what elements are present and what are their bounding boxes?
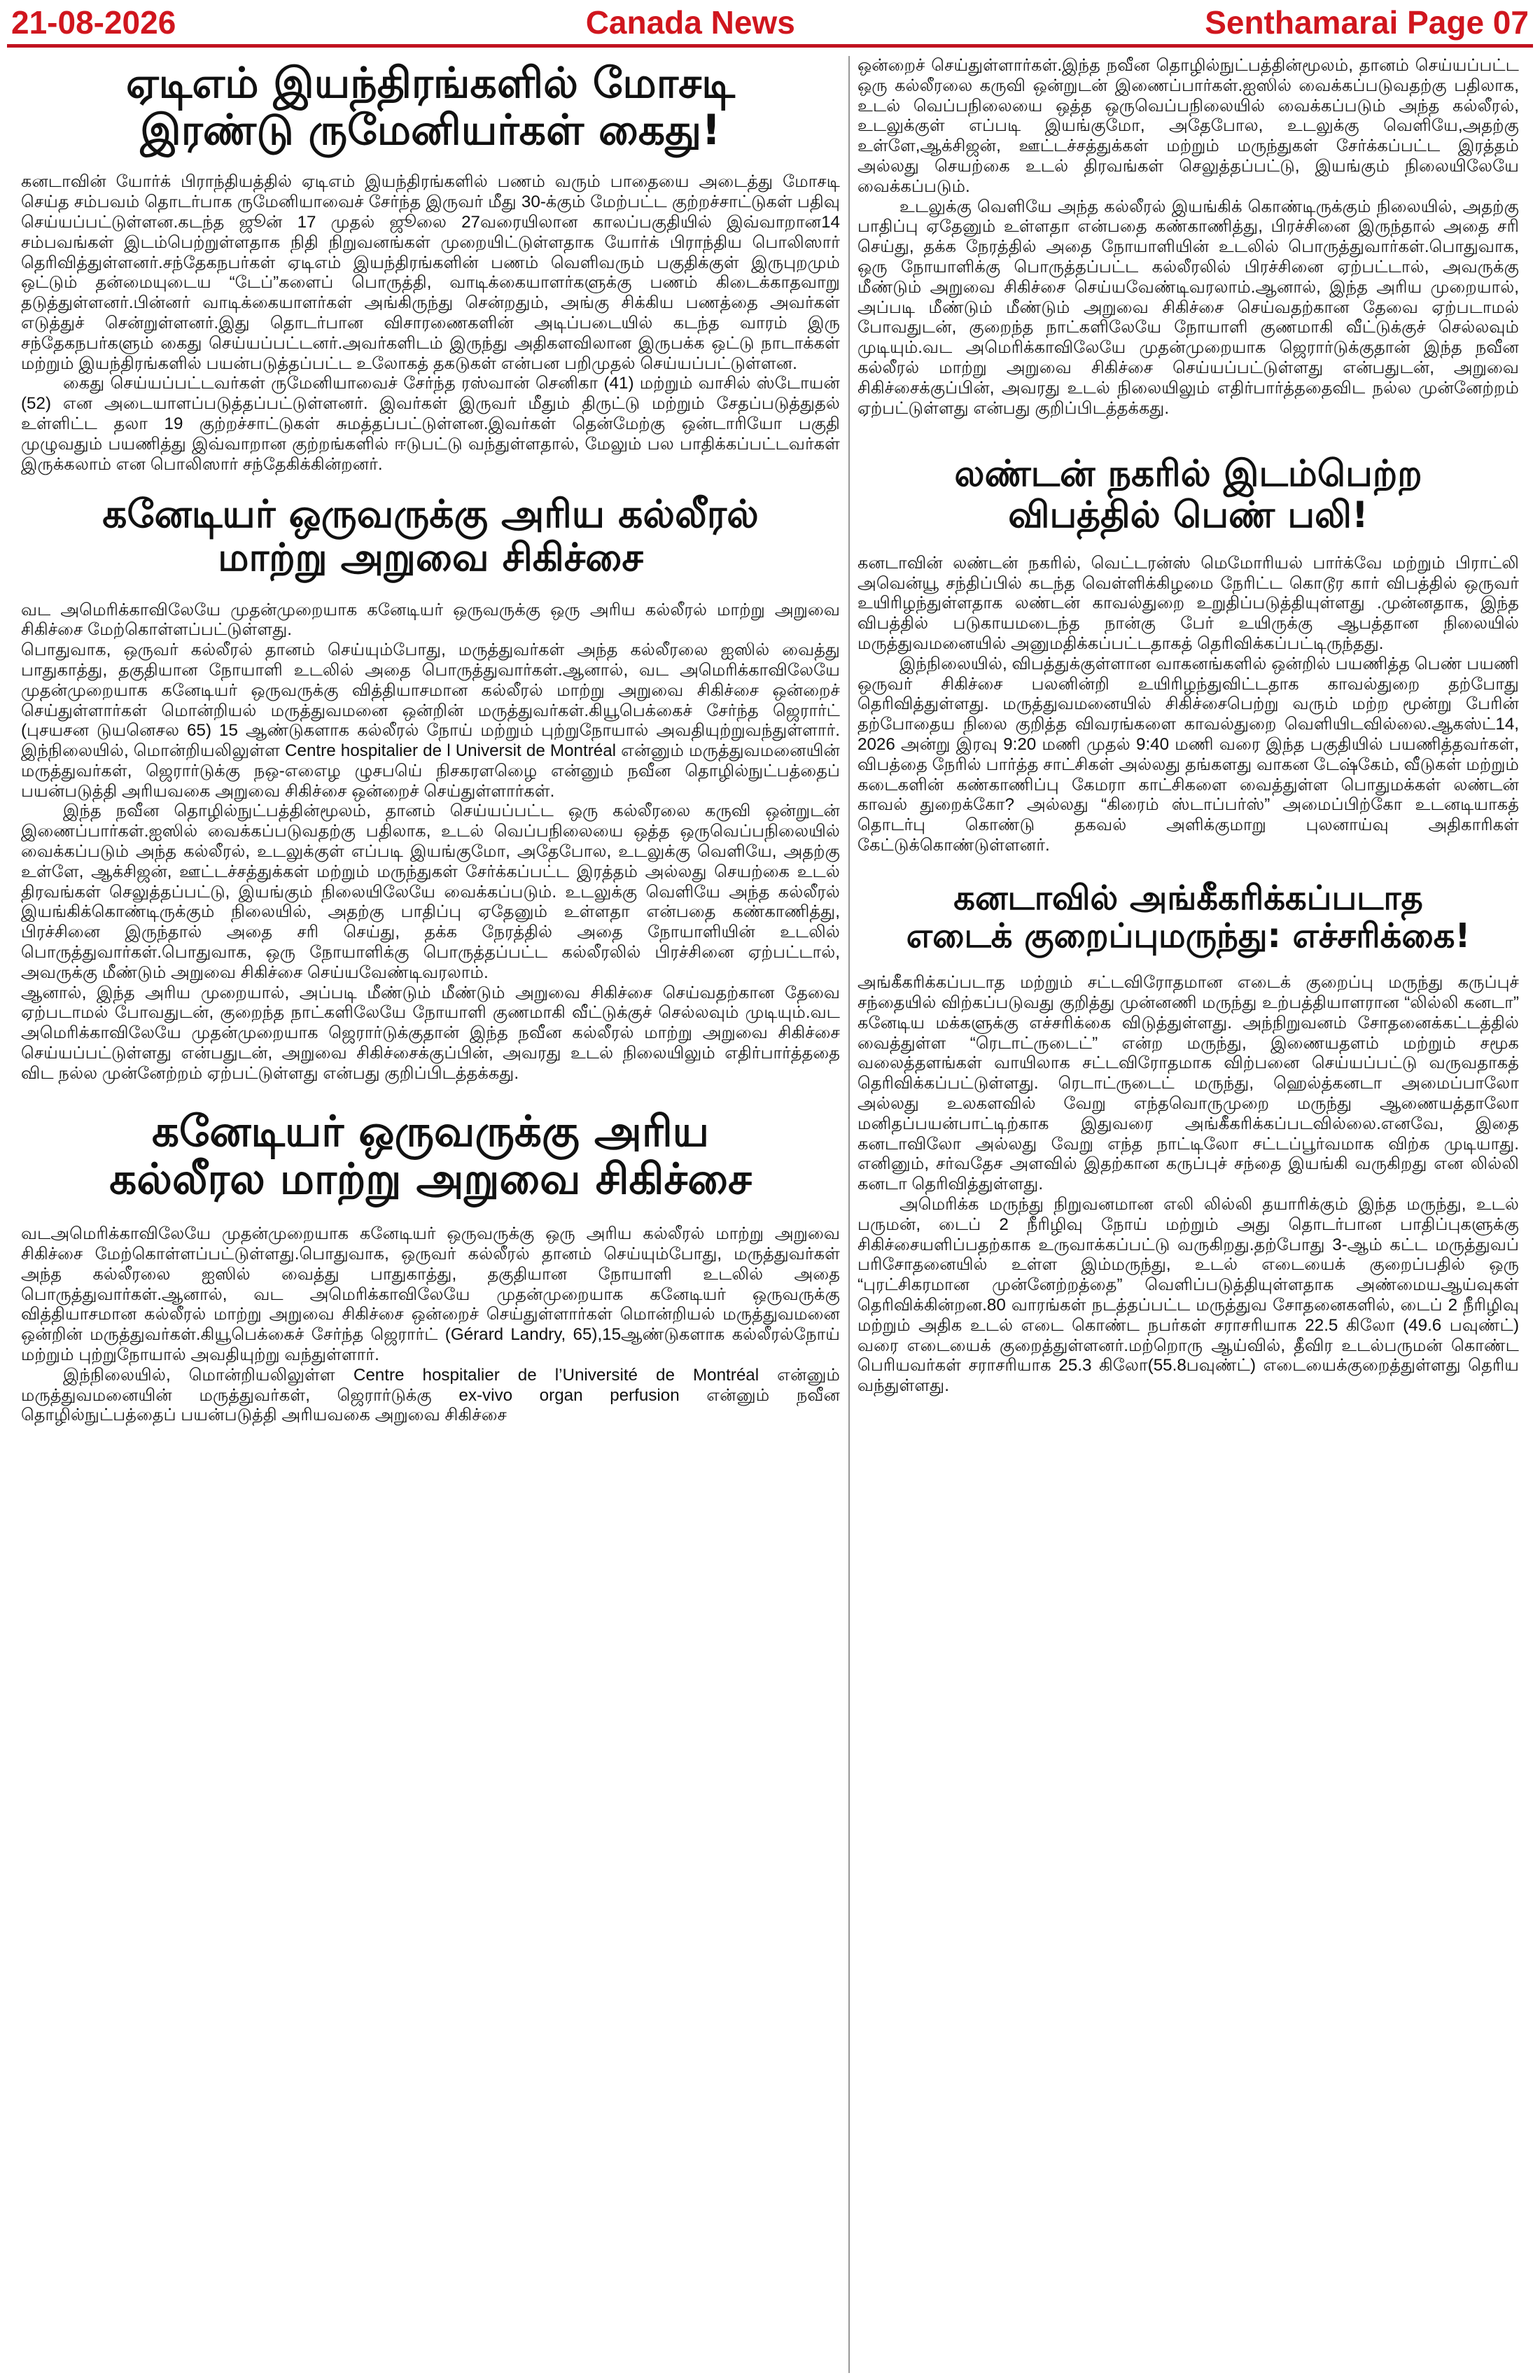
paragraph: இந்நிலையில், மொன்றியலிலுள்ள Centre hospitalier de l’Université de Montréal என்னும் மருத்துவமனையின் மருத்துவர்கள், ஜெரார்டுக்கு ex-vivo organ perfusion என்னும் நவீன தொழில்நுட்பத்தைப் பயன்படுத்தி அரியவகை அறுவை சிகிச்சை <box>21 1365 840 1425</box>
paragraph: கனடாவின் லண்டன் நகரில், வெட்டரன்ஸ் மெமோரியல் பார்க்வே மற்றும் பிராட்லி அவென்யூ சந்திப்பில் கடந்த வெள்ளிக்கிழமை நேரிட்ட கொடூர கார் விபத்தில் ஒருவர் உயிரிழந்துள்ளதாக லண்டன் காவல்துறை உறுதிப்படுத்தியுள்ளது .முன்னதாக, இந்த விபத்தில் படுகாயமடைந்த நான்கு பேர் உயிருக்கு ஆபத்தான நிலையில் மருத்துவமனையில் அனுமதிக்கப்பட்டதாகத் தெரிவிக்கப்பட்டிருந்தது. <box>858 553 1519 653</box>
article-body <box>858 973 1519 1396</box>
right-column <box>858 56 1519 2373</box>
headline-line-1: ஏடிஎம் இயந்திரங்களில் மோசடி <box>125 59 736 108</box>
headline-line-2: மாற்று அறுவை சிகிச்சை <box>218 534 643 580</box>
paragraph: உடலுக்கு வெளியே அந்த கல்லீரல் இயங்கிக் கொண்டிருக்கும் நிலையில், அதற்கு பாதிப்பு ஏதேனும் உள்ளதா என்பதை கண்காணித்து, பிரச்சினை இருந்தால் அதை சரி செய்து, தக்க நேரத்தில் அதை நோயாளியின் உடலில் பொருத்துவார்கள்.பொதுவாக, ஒரு நோயாளிக்கு பொருத்தப்பட்ட கல்லீரலில் பிரச்சினை ஏற்பட்டால், அவருக்கு மீண்டும் அறுவை சிகிச்சை செய்யவேண்டிவரலாம்.ஆனால், இந்த அரிய முறையால், அப்படி மீண்டும் மீண்டும் அறுவை சிகிச்சை செய்வதற்கான தேவை ஏற்படாமல் போவதுடன், குறைந்த நாட்களிலேயே நோயாளி குணமாகி வீட்டுக்குச் செல்லவும் முடியும்.வட அமெரிக்காவிலேயே முதன்முறையாக ஜெரார்டுக்குதான் இந்த நவீன கல்லீரல் மாற்று அறுவை சிகிச்சை செய்யப்பட்டுள்ளது என்பதுடன், அறுவை சிகிச்சைக்குப்பின், அவரது உடல் நிலையிலும் எதிர்பார்த்ததைவிட நல்ல முன்னேற்றம் ஏற்பட்டுள்ளது என்பது குறிப்பிடத்தக்கது. <box>858 197 1519 418</box>
article-liver-transplant-repeat <box>21 1108 840 1427</box>
paragraph: வடஅமெரிக்காவிலேயே முதன்முறையாக கனேடியர் ஒருவருக்கு ஒரு அரிய கல்லீரல் மாற்று அறுவை சிகிச்சை மேற்கொள்ளப்பட்டுள்ளது.பொதுவாக, ஒருவர் கல்லீரல் தானம் செய்யும்போது, மருத்துவர்கள் அந்த கல்லீரலை ஐஸில் வைத்து பாதுகாத்து, தகுதியான நோயாளி உடலில் அதை பொருத்துவார்கள்.ஆனால், வட அமெரிக்காவிலேயே முதன்முறையாக கனேடியர் ஒருவருக்கு வித்தியாசமான கல்லீரல் மாற்று அறுவை சிகிச்சை ஒன்றைச் செய்துள்ளார்கள் மொன்றியல் மருத்துவமனை ஒன்றின் மருத்துவர்கள்.கியூபெக்கைச் சேர்ந்த ஜெரார்ட் (Gérard Landry, 65),15ஆண்டுகளாக கல்லீரல்நோய் மற்றும் புற்றுநோயால் அவதியுற்று வந்துள்ளார். <box>21 1224 840 1365</box>
headline-line-1: கனடாவில் அங்கீகரிக்கப்படாத <box>953 878 1423 918</box>
masthead <box>7 0 1533 48</box>
paragraph: ஆனால், இந்த அரிய முறையால், அப்படி மீண்டும் மீண்டும் அறுவை சிகிச்சை செய்வதற்கான தேவை ஏற்படாமல் போவதுடன், குறைந்த நாட்களிலேயே நோயாளி குணமாகி வீட்டுக்குச் செல்லவும் முடியும்.வட அமெரிக்காவிலேயே முதன்முறையாக ஜெரார்டுக்குதான் இந்த நவீன கல்லீரல் மாற்று அறுவை சிகிச்சை செய்யப்பட்டுள்ளது என்பதுடன், அறுவை சிகிச்சைக்குப்பின், அவரது உடல் நிலையிலும் எதிர்பார்த்ததை விட நல்ல முன்னேற்றம் ஏற்பட்டுள்ளது என்பது குறிப்பிடத்தக்கது. <box>21 983 840 1083</box>
article-weight-loss-drug <box>858 880 1519 1396</box>
headline-atm-fraud <box>21 60 840 154</box>
article-body <box>21 1224 840 1426</box>
article-body <box>858 554 1519 856</box>
article-body <box>21 601 840 1084</box>
paragraph: கனடாவின் யோர்க் பிராந்தியத்தில் ஏடிஎம் இயந்திரங்களில் பணம் வரும் பாதையை அடைத்து மோசடி செய்த சம்பவம் தொடர்பாக ருமேனியாவைச் சேர்ந்த இருவர் மீது 30-க்கும் மேற்பட்ட குற்றச்சாட்டுகள் பதிவு செய்யப்பட்டுள்ளன.கடந்த ஜூன் 17 முதல் ஜூலை 27வரையிலான காலப்பகுதியில் இவ்வாறான14 சம்பவங்கள் இடம்பெற்றுள்ளதாக நிதி நிறுவனங்கள் முறையிட்டுள்ளதாக யோர்க் பிராந்திய பொலிஸார் தெரிவித்துள்ளனர்.சந்தேகநபர்கள் ஏடிஎம் இயந்திரங்களின் பணம் வெளிவரும் பகுதிக்குள் இருபுறமும் ஒட்டும் தன்மையுடைய “டேப்”களைப் பொருத்தி, வாடிக்கையாளர்களுக்கு பணம் கிடைக்காதவாறு தடுத்துள்ளனர்.பின்னர் வாடிக்கையாளர்கள் அங்கிருந்து சென்றதும், அங்கு சிக்கிய பணத்தை அவர்கள் எடுத்துச் சென்றுள்ளனர்.இது தொடர்பான விசாரணைகளின் அடிப்படையில் கடந்த வாரம் இரு சந்தேகநபர்களும் கைது செய்யப்பட்டனர்.அவர்களிடம் இருந்து அதிகளவிலான இருபக்க ஒட்டு நாடாக்கள் மற்றும் இயந்திரங்களில் பயன்படுத்தப்பட்ட உலோகத் தகடுகள் என்பன பறிமுதல் செய்யப்பட்டுள்ளன. <box>21 172 840 373</box>
paragraph: ஒன்றைச் செய்துள்ளார்கள்.இந்த நவீன தொழில்நுட்பத்தின்மூலம், தானம் செய்யப்பட்ட ஒரு கல்லீரலை கருவி ஒன்றுடன் இணைப்பார்கள்.ஐஸில் வைக்கப்படுவதற்கு பதிலாக, உடல் வெப்பநிலையை ஒத்த ஒருவெப்பநிலையில் வைக்கப்படும் அந்த கல்லீரல், உடலுக்குள் எப்படி இயங்குமோ, அதேபோல, உடலுக்கு வெளியே,அதற்கு உள்ளே,ஆக்சிஜன், ஊட்டச்சத்துக்கள் மற்றும் மருந்துகள் சேர்க்கப்பட்ட இரத்தம் அல்லது செயற்கை உடல் திரவங்கள் செலுத்தப்பட்டு, இயங்கும் நிலையிலேயே வைக்கப்படும். <box>858 56 1519 196</box>
headline-liver-transplant <box>21 493 840 579</box>
paragraph: பொதுவாக, ஒருவர் கல்லீரல் தானம் செய்யும்போது, மருத்துவர்கள் அந்த கல்லீரலை ஐஸில் வைத்து பாதுகாத்து, தகுதியான நோயாளி உடலில் அதை பொருத்துவார்கள்.ஆனால், வட அமெரிக்காவிலேயே முதன்முறையாக கனேடியர் ஒருவருக்கு வித்தியாசமான கல்லீரல் மாற்று அறுவை சிகிச்சை ஒன்றைச் செய்துள்ளார்கள் மொன்றியல் மருத்துவமனை ஒன்றின் மருத்துவர்கள்.கியூபெக்கைச் சேர்ந்த ஜெரார்ட் (புசயசன டுயனெசல 65) 15 ஆண்டுகளாக கல்லீரல் நோய் மற்றும் புற்றுநோயால் அவதியுற்றுவந்துள்ளார். இந்நிலையில், மொன்றியலிலுள்ள Centre hospitalier de l Universit de Montréal என்னும் மருத்துவமனையின் மருத்துவர்கள், ஜெரார்டுக்கு நஒ-எஎைழ ழுசபயெ் நிசகரளழைெ என்னும் நவீன தொழில்நுட்பத்தைப் பயன்படுத்தி அரியவகை அறுவை சிகிச்சை ஒன்றைச் செய்துள்ளார்கள். <box>21 640 840 801</box>
headline-line-2: இரண்டு ருமேனியர்கள் கைது! <box>140 106 721 155</box>
headline-liver-transplant-repeat <box>21 1108 840 1204</box>
paragraph: அங்கீகரிக்கப்படாத மற்றும் சட்டவிரோதமான எடைக் குறைப்பு மருந்து கருப்புச் சந்தையில் விற்கப்படுவது குறித்து முன்னணி மருந்து உற்பத்தியாளரான “லில்லி கனடா” கனேடிய மக்களுக்கு எச்சரிக்கை விடுத்துள்ளது. அந்நிறுவனம் சோதனைக்கட்டத்தில் வைத்துள்ள “ரெடாட்ருடைட்” என்ற மருந்து, இணையதளம் மற்றும் சமூக வலைத்தளங்கள் வாயிலாக சட்டவிரோதமாக விற்பனை செய்யப்பட்டு வருவதாகத் தெரிவிக்கப்பட்டுள்ளது. ரெடாட்ருடைட் மருந்து, ஹெல்த்கனடா அமைப்பாலோ அல்லது உலகளவில் வேறு எந்தவொருமுறை மருந்து ஆணையத்தாலோ மனிதப்பயன்பாட்டிற்காக இதுவரை அங்கீகரிக்கப்படவில்லை.எனவே, இதை கனடாவிலோ அல்லது வேறு எந்த நாட்டிலோ சட்டப்பூர்வமாக விற்க முடியாது. எனினும், சர்வதேச அளவில் இதற்கான கருப்புச் சந்தை இயங்கி வருகிறது என லில்லி கனடா தெரிவித்துள்ளது. <box>858 973 1519 1194</box>
article-london-accident <box>858 454 1519 855</box>
left-column <box>21 56 840 2373</box>
article-liver-transplant <box>21 493 840 1084</box>
headline-line-2: கல்லீரல மாற்று அறுவை சிகிச்சை <box>109 1154 752 1204</box>
issue-date: 21-08-2026 <box>11 4 176 41</box>
paragraph: கைது செய்யப்பட்டவர்கள் ருமேனியாவைச் சேர்ந்த ரஸ்வான் செனிகா (41) மற்றும் வாசில் ஸ்டோயன் (52) என அடையாளப்படுத்தப்பட்டுள்ளனர். இவர்கள் இருவர் மீதும் திருட்டு மற்றும் சேதப்படுத்துதல் உள்ளிட்ட தலா 19 குற்றச்சாட்டுகள் சுமத்தப்பட்டுள்ளன.இவர்கள் தென்மேற்கு ஒன்டாரியோ பகுதி முழுவதும் பயணித்து இவ்வாறான குற்றங்களில் ஈடுபட்டு வந்துள்ளதால், மேலும் பல பாதிக்கப்பட்டவர்கள் இருக்கலாம் என பொலிஸார் சந்தேகிக்கின்றனர். <box>21 374 840 474</box>
column-divider <box>848 56 850 2373</box>
paragraph: வட அமெரிக்காவிலேயே முதன்முறையாக கனேடியர் ஒருவருக்கு ஒரு அரிய கல்லீரல் மாற்று அறுவை சிகிச்சை மேற்கொள்ளப்பட்டுள்ளது. <box>21 600 840 640</box>
headline-line-1: லண்டன் நகரில் இடம்பெற்ற <box>954 453 1422 496</box>
article-atm-fraud <box>21 60 840 475</box>
article-body <box>21 172 840 475</box>
paragraph: இந்த நவீன தொழில்நுட்பத்தின்மூலம், தானம் செய்யப்பட்ட ஒரு கல்லீரலை கருவி ஒன்றுடன் இணைப்பார்கள்.ஐஸில் வைக்கப்படுவதற்கு பதிலாக, உடல் வெப்பநிலையை ஒத்த ஒருவெப்பநிலையில் வைக்கப்படும் அந்த கல்லீரல், உடலுக்குள் எப்படி இயங்குமோ, அதேபோல, உடலுக்கு வெளியே, அதற்கு உள்ளே, ஆக்சிஜன், ஊட்டச்சத்துக்கள் மற்றும் மருந்துகள் சேர்க்கப்பட்ட இரத்தம் அல்லது செயற்கை உடல் திரவங்கள் செலுத்தப்பட்டு, இயங்கும் நிலையிலேயே வைக்கப்படும். உடலுக்கு வெளியே அந்த கல்லீரல் இயங்கிக்கொண்டிருக்கும் நிலையில், அதற்கு பாதிப்பு ஏதேனும் உள்ளதா என்பதை கண்காணித்து, பிரச்சினை இருந்தால் அதை சரி செய்து, தக்க நேரத்தில் அதை நோயாளியின் உடலில் பொருத்துவார்கள்.பொதுவாக, ஒரு நோயாளிக்கு பொருத்தப்பட்ட கல்லீரலில் பிரச்சினை ஏற்பட்டால், அவருக்கு மீண்டும் அறுவை சிகிச்சை செய்யவேண்டிவரலாம். <box>21 802 840 982</box>
headline-line-2: எடைக் குறைப்புமருந்து: எச்சரிக்கை! <box>906 916 1471 955</box>
paragraph: இந்நிலையில், விபத்துக்குள்ளான வாகனங்களில் ஒன்றில் பயணித்த பெண் பயணி ஒருவர் சிகிச்சை பலனின்றி உயிரிழந்துவிட்டதாக காவல்துறை தற்போது தெரிவித்துள்ளது. மருத்துவமனையில் சிகிச்சைபெற்று வரும் மற்ற மூன்று பேரின் தற்போதைய நிலை குறித்த விவரங்களை காவல்துறை வெளியிடவில்லை.ஆகஸ்ட்14, 2026 அன்று இரவு 9:20 மணி முதல் 9:40 மணி வரை இந்த பகுதியில் பயணித்தவர்கள், விபத்தை நேரில் பார்த்த சாட்சிகள் அல்லது தங்களது வாகன டேஷ்கேம், வீடுகள் மற்றும் கடைகளின் கண்காணிப்பு கேமரா காட்சிகளை வைத்துள்ள பொதுமக்கள் லண்டன் காவல் துறைக்கோ? அல்லது “கிரைம் ஸ்டாப்பர்ஸ்” அமைப்பிற்கோ உடனடியாகத் தொடர்பு கொண்டு தகவல் அளிக்குமாறு புலனாய்வு அதிகாரிகள் கேட்டுக்கொண்டுள்ளனர். <box>858 654 1519 855</box>
headline-line-2: விபத்தில் பெண் பலி! <box>1008 493 1368 536</box>
headline-line-1: கனேடியர் ஒருவருக்கு அரிய கல்லீரல் <box>102 491 759 537</box>
headline-line-1: கனேடியர் ஒருவருக்கு அரிய <box>151 1106 710 1156</box>
publication-name: Canada News <box>585 4 795 41</box>
article-body <box>858 56 1519 419</box>
page-number: Senthamarai Page 07 <box>1205 4 1529 41</box>
paragraph: அமெரிக்க மருந்து நிறுவனமான எலி லில்லி தயாரிக்கும் இந்த மருந்து, உடல் பருமன், டைப் 2 நீரிழிவு நோய் மற்றும் அது தொடர்பான பாதிப்புகளுக்கு சிகிச்சையளிப்பதற்காக உருவாக்கப்பட்டு வருகிறது.தற்போது 3-ஆம் கட்ட மருத்துவப் பரிசோதனையில் உள்ள இம்மருந்து, உடல் எடையைக் குறைப்பதில் ஒரு “புரட்சிகரமான முன்னேற்றத்தை” வெளிப்படுத்தியுள்ளதாக அண்மையஆய்வுகள் தெரிவிக்கின்றன.80 வாரங்கள் நடத்தப்பட்ட மருத்துவ சோதனைகளில், டைப் 2 நீரிழிவு மற்றும் அதிக உடல் எடை கொண்ட நபர்கள் சராசரியாக 22.5 கிலோ (49.6 பவுண்ட்) வரை எடையைக் குறைத்துள்ளனர்.மற்றொரு ஆய்வில், தீவிர உடல்பருமன் கொண்ட பெரியவர்கள் சராசரியாக 25.3 கிலோ(55.8பவுண்ட்) எடையைக்குறைத்துள்ளது தெரிய வந்துள்ளது. <box>858 1195 1519 1396</box>
headline-london-accident <box>858 454 1519 535</box>
headline-weight-loss-drug <box>858 880 1519 955</box>
article-liver-continuation <box>858 56 1519 419</box>
